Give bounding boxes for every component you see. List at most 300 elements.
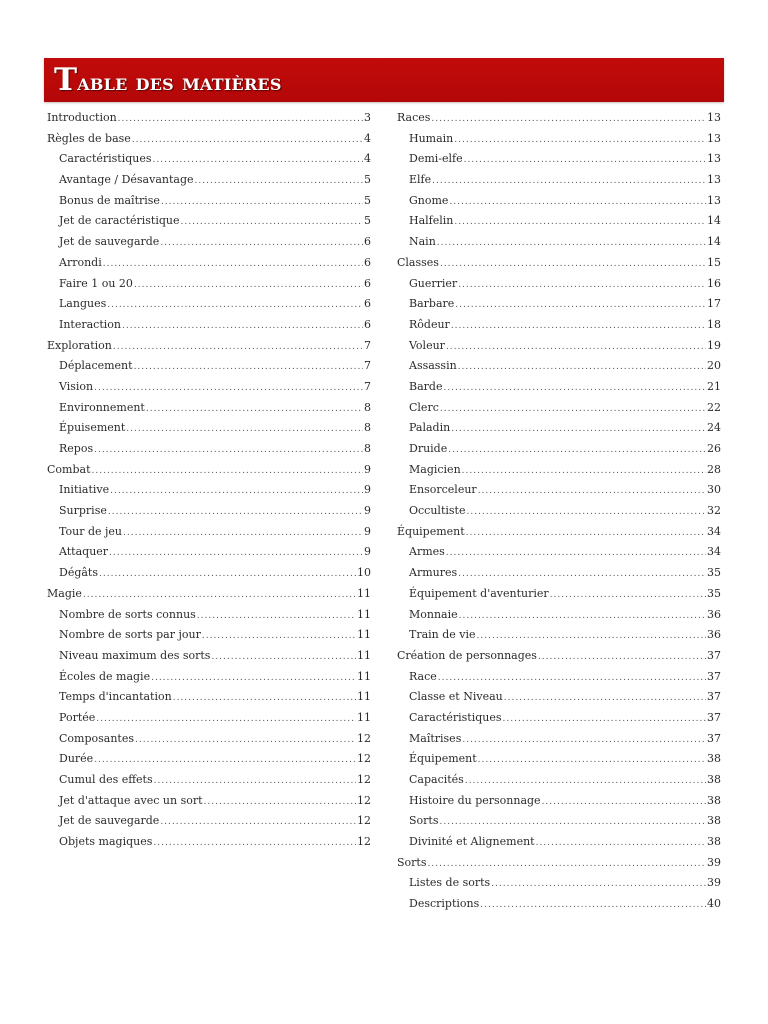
toc-entry-label: Magie	[47, 586, 82, 600]
toc-entry-page-number: 12	[357, 731, 371, 745]
dot-leader	[160, 812, 356, 833]
toc-entry-label: Nombre de sorts par jour	[59, 628, 201, 642]
toc-subentry[interactable]	[397, 791, 721, 812]
toc-entry-label: Descriptions	[409, 897, 480, 911]
toc-entry-label: Équipement d'aventurier	[409, 586, 549, 600]
toc-subentry[interactable]	[47, 770, 371, 791]
toc-entry[interactable]	[47, 336, 371, 357]
toc-entry-page-number: 17	[707, 297, 721, 311]
dot-leader	[443, 378, 706, 399]
toc-entry-label: Demi-elfe	[409, 152, 463, 166]
toc-subentry[interactable]	[47, 315, 371, 336]
dot-leader	[427, 854, 706, 875]
toc-entry-page-number: 13	[707, 173, 721, 187]
dot-leader	[211, 647, 356, 668]
toc-entry-page-number: 16	[707, 276, 721, 290]
toc-entry-page-number: 4	[364, 152, 371, 166]
toc-subentry[interactable]	[47, 398, 371, 419]
toc-entry-label: Jet de sauvegarde	[59, 814, 160, 828]
toc-subentry[interactable]	[397, 232, 721, 253]
dot-leader	[448, 440, 706, 461]
toc-entry-label: Armures	[409, 566, 458, 580]
dot-leader	[538, 647, 706, 668]
toc-entry-label: Arrondi	[59, 255, 102, 269]
dot-leader	[94, 440, 363, 461]
toc-entry-page-number: 13	[707, 131, 721, 145]
toc-subentry[interactable]	[47, 646, 371, 667]
toc-subentry[interactable]	[47, 687, 371, 708]
dot-leader	[550, 585, 706, 606]
toc-entry-page-number: 28	[707, 462, 721, 476]
toc-entry-label: Capacités	[409, 773, 464, 786]
dot-leader	[480, 895, 706, 916]
toc-entry-page-number: 12	[357, 793, 371, 807]
toc-entry-page-number: 34	[707, 545, 721, 559]
dot-leader	[440, 254, 706, 275]
toc-entry-page-number: 37	[707, 690, 721, 704]
toc-entry-label: Listes de sorts	[409, 876, 491, 890]
toc-entry-label: Ensorceleur	[409, 483, 477, 497]
toc-entry-label: Magicien	[409, 462, 461, 476]
toc-entry-label: Cumul des effets	[59, 773, 153, 786]
toc-subentry[interactable]	[47, 625, 371, 646]
toc-entry-page-number: 9	[364, 545, 371, 559]
toc-subentry[interactable]	[47, 418, 371, 439]
toc-entry-label: Armes	[409, 545, 445, 559]
dot-leader	[466, 502, 706, 523]
toc-entry-page-number: 36	[707, 628, 721, 642]
toc-subentry[interactable]	[397, 129, 721, 150]
toc-entry-label: Maîtrises	[409, 731, 462, 745]
toc-entry-page-number: 37	[707, 669, 721, 683]
toc-column-left	[47, 108, 371, 853]
toc-entry-page-number: 5	[364, 173, 371, 187]
dot-leader	[454, 212, 706, 233]
toc-entry-label: Exploration	[47, 338, 112, 352]
toc-entry-label: Jet de sauvegarde	[59, 235, 160, 249]
toc-subentry[interactable]	[397, 625, 721, 646]
toc-entry-page-number: 6	[364, 297, 371, 311]
toc-subentry[interactable]	[397, 418, 721, 439]
toc-entry-label: Écoles de magie	[59, 669, 151, 683]
dot-leader	[109, 543, 363, 564]
dot-leader	[173, 688, 356, 709]
toc-entry-label: Surprise	[59, 504, 107, 518]
dot-leader	[449, 192, 706, 213]
toc-subentry[interactable]	[47, 211, 371, 232]
dot-leader	[466, 523, 706, 544]
toc-subentry[interactable]	[47, 605, 371, 626]
dot-leader	[153, 833, 356, 854]
toc-entry-page-number: 15	[707, 255, 721, 269]
toc-subentry[interactable]	[397, 377, 721, 398]
dot-leader	[123, 523, 363, 544]
toc-entry-label: Avantage / Désavantage	[59, 173, 194, 187]
toc-entry[interactable]	[47, 108, 371, 129]
dot-leader	[464, 150, 706, 171]
toc-entry-label: Temps d'incantation	[59, 690, 172, 704]
toc-subentry[interactable]	[397, 460, 721, 481]
toc-entry-page-number: 9	[364, 524, 371, 538]
toc-subentry[interactable]	[397, 274, 721, 295]
toc-entry-page-number: 12	[357, 835, 371, 849]
toc-subentry[interactable]	[47, 480, 371, 501]
toc-entry-label: Classes	[397, 255, 439, 269]
toc-entry-label: Environnement	[59, 400, 145, 414]
toc-entry-page-number: 10	[357, 566, 371, 580]
dot-leader	[439, 812, 706, 833]
dot-leader	[431, 109, 706, 130]
toc-entry-label: Équipement	[409, 752, 477, 766]
toc-entry-page-number: 12	[357, 752, 371, 766]
dot-leader	[542, 792, 706, 813]
dot-leader	[107, 295, 363, 316]
toc-entry-label: Sorts	[409, 814, 439, 828]
toc-entry-label: Équipement	[397, 524, 465, 538]
toc-entry-page-number: 13	[707, 152, 721, 166]
toc-subentry[interactable]	[47, 170, 371, 191]
toc-entry-page-number: 11	[357, 710, 371, 724]
toc-subentry[interactable]	[397, 749, 721, 770]
dot-leader	[478, 750, 706, 771]
dot-leader	[437, 233, 706, 254]
toc-entry-page-number: 30	[707, 483, 721, 497]
toc-entry-page-number: 20	[707, 359, 721, 373]
toc-entry-page-number: 37	[707, 648, 721, 662]
toc-entry-page-number: 6	[364, 276, 371, 290]
dot-leader	[432, 171, 706, 192]
toc-subentry[interactable]	[47, 274, 371, 295]
toc-entry-label: Guerrier	[409, 276, 458, 290]
dot-leader	[195, 171, 363, 192]
dot-leader	[446, 543, 706, 564]
toc-entry-label: Jet de caractéristique	[59, 214, 180, 228]
toc-entry-page-number: 34	[707, 524, 721, 538]
toc-entry-label: Tour de jeu	[59, 524, 122, 538]
toc-subentry[interactable]	[47, 522, 371, 543]
toc-subentry[interactable]	[47, 811, 371, 832]
toc-entry-label: Introduction	[47, 111, 117, 124]
toc-subentry[interactable]	[397, 542, 721, 563]
toc-entry-label: Train de vie	[409, 628, 476, 642]
toc-entry-label: Halfelin	[409, 214, 454, 228]
toc-entry-page-number: 3	[364, 111, 371, 124]
dot-leader	[99, 564, 356, 585]
toc-subentry[interactable]	[47, 377, 371, 398]
toc-entry-label: Race	[409, 669, 437, 683]
toc-entry-label: Dégâts	[59, 566, 98, 580]
toc-entry-page-number: 13	[707, 111, 721, 124]
toc-subentry[interactable]	[47, 439, 371, 460]
toc-entry-label: Occultiste	[409, 504, 466, 518]
toc-subentry[interactable]	[397, 170, 721, 191]
toc-entry-label: Repos	[59, 442, 94, 455]
toc-entry-label: Assassin	[409, 359, 457, 373]
toc-entry-label: Combat	[47, 462, 91, 476]
toc-subentry[interactable]	[397, 873, 721, 894]
toc-subentry[interactable]	[47, 294, 371, 315]
dot-leader	[161, 192, 363, 213]
toc-subentry[interactable]	[397, 356, 721, 377]
toc-subentry[interactable]	[397, 294, 721, 315]
toc-subentry[interactable]	[397, 501, 721, 522]
dot-leader	[465, 771, 706, 792]
toc-entry-label: Jet d'attaque avec un sort	[59, 793, 203, 807]
toc-subentry[interactable]	[397, 336, 721, 357]
toc-subentry[interactable]	[397, 811, 721, 832]
toc-entry-label: Classe et Niveau	[409, 690, 503, 704]
toc-entry-label: Clerc	[409, 400, 439, 414]
toc-subentry[interactable]	[397, 687, 721, 708]
dot-leader	[118, 109, 363, 130]
dot-leader	[451, 316, 706, 337]
toc-entry-page-number: 22	[707, 400, 721, 414]
toc-subentry[interactable]	[397, 832, 721, 853]
toc-subentry[interactable]	[397, 605, 721, 626]
dot-leader	[94, 750, 356, 771]
dot-leader	[478, 481, 706, 502]
toc-entry-page-number: 5	[364, 193, 371, 207]
toc-subentry[interactable]	[47, 253, 371, 274]
toc-entry[interactable]	[397, 853, 721, 874]
toc-subentry[interactable]	[47, 501, 371, 522]
dot-leader	[113, 337, 363, 358]
toc-entry-page-number: 18	[707, 317, 721, 331]
toc-entry-page-number: 35	[707, 566, 721, 580]
dot-leader	[146, 399, 363, 420]
toc-subentry[interactable]	[47, 791, 371, 812]
toc-entry-page-number: 11	[357, 607, 371, 621]
dot-leader	[134, 275, 363, 296]
toc-entry-label: Épuisement	[59, 421, 126, 435]
toc-entry-label: Paladin	[409, 421, 451, 435]
toc-entry-page-number: 11	[357, 628, 371, 642]
toc-entry-label: Langues	[59, 297, 107, 311]
dot-leader	[504, 688, 706, 709]
toc-entry-label: Attaquer	[59, 545, 109, 559]
dot-leader	[451, 419, 706, 440]
toc-entry-label: Divinité et Alignement	[409, 835, 535, 849]
dot-leader	[204, 792, 356, 813]
dot-leader	[110, 481, 363, 502]
toc-entry[interactable]	[47, 129, 371, 150]
toc-entry-label: Gnome	[409, 193, 449, 207]
toc-subentry[interactable]	[397, 149, 721, 170]
toc-entry-page-number: 38	[707, 793, 721, 807]
toc-entry-label: Portée	[59, 710, 96, 724]
dot-leader	[462, 730, 706, 751]
toc-subentry[interactable]	[397, 439, 721, 460]
toc-entry-page-number: 14	[707, 214, 721, 228]
toc-entry-page-number: 11	[357, 586, 371, 600]
dot-leader	[477, 626, 706, 647]
toc-column-right	[397, 108, 721, 915]
toc-subentry[interactable]	[397, 708, 721, 729]
toc-entry-page-number: 38	[707, 814, 721, 828]
toc-entry-label: Druide	[409, 442, 448, 455]
toc-entry-page-number: 11	[357, 669, 371, 683]
toc-entry-page-number: 37	[707, 710, 721, 724]
toc-subentry[interactable]	[397, 563, 721, 584]
toc-subentry[interactable]	[397, 398, 721, 419]
toc-subentry[interactable]	[397, 667, 721, 688]
toc-entry-page-number: 21	[707, 379, 721, 393]
toc-entry-page-number: 32	[707, 504, 721, 518]
dot-leader	[103, 254, 363, 275]
toc-subentry[interactable]	[397, 584, 721, 605]
toc-entry-label: Règles de base	[47, 131, 131, 145]
toc-entry-page-number: 4	[364, 131, 371, 145]
toc-entry-label: Histoire du personnage	[409, 793, 541, 807]
toc-subentry[interactable]	[47, 708, 371, 729]
dot-leader	[491, 874, 706, 895]
toc-entry-label: Vision	[59, 379, 94, 393]
toc-entry-label: Nombre de sorts connus	[59, 607, 196, 621]
toc-entry-page-number: 26	[707, 442, 721, 455]
dot-leader	[92, 461, 364, 482]
toc-subentry[interactable]	[47, 542, 371, 563]
page-title-rest: able des matières	[77, 69, 282, 96]
toc-entry-page-number: 38	[707, 835, 721, 849]
toc-subentry[interactable]	[47, 832, 371, 853]
toc-entry-label: Durée	[59, 752, 94, 766]
toc-subentry[interactable]	[47, 232, 371, 253]
toc-subentry[interactable]	[397, 191, 721, 212]
dot-leader	[458, 357, 706, 378]
toc-entry-label: Sorts	[397, 855, 427, 869]
toc-entry-page-number: 8	[364, 421, 371, 435]
toc-entry-label: Création de personnages	[397, 648, 537, 662]
dot-leader	[83, 585, 356, 606]
dot-leader	[458, 564, 706, 585]
toc-entry-page-number: 11	[357, 648, 371, 662]
toc-entry-label: Races	[397, 111, 431, 124]
toc-entry-label: Déplacement	[59, 359, 133, 373]
dot-leader	[503, 709, 706, 730]
toc-subentry[interactable]	[397, 211, 721, 232]
toc-entry-page-number: 11	[357, 690, 371, 704]
toc-entry-page-number: 24	[707, 421, 721, 435]
title-banner	[44, 58, 724, 102]
toc-entry-label: Humain	[409, 131, 454, 145]
toc-entry-page-number: 36	[707, 607, 721, 621]
dot-leader	[462, 461, 706, 482]
toc-subentry[interactable]	[397, 770, 721, 791]
dot-leader	[202, 626, 356, 647]
toc-entry-label: Rôdeur	[409, 317, 450, 331]
toc-entry-label: Voleur	[409, 338, 445, 352]
toc-entry-page-number: 39	[707, 876, 721, 890]
dot-leader	[96, 709, 356, 730]
toc-entry-label: Composantes	[59, 731, 134, 745]
dot-leader	[536, 833, 706, 854]
dot-leader	[446, 337, 706, 358]
dot-leader	[153, 150, 363, 171]
toc-entry-page-number: 5	[364, 214, 371, 228]
toc-entry[interactable]	[397, 646, 721, 667]
toc-subentry[interactable]	[47, 563, 371, 584]
toc-subentry[interactable]	[397, 729, 721, 750]
toc-subentry[interactable]	[47, 729, 371, 750]
dot-leader	[438, 668, 706, 689]
toc-entry-label: Objets magiques	[59, 835, 153, 849]
dot-leader	[197, 606, 356, 627]
toc-entry-page-number: 38	[707, 752, 721, 766]
toc-entry-label: Bonus de maîtrise	[59, 193, 160, 207]
toc-entry-label: Niveau maximum des sorts	[59, 648, 211, 662]
toc-entry-page-number: 6	[364, 235, 371, 249]
toc-entry-page-number: 6	[364, 317, 371, 331]
dot-leader	[134, 357, 363, 378]
toc-entry-page-number: 37	[707, 731, 721, 745]
toc-entry-page-number: 9	[364, 483, 371, 497]
toc-entry-page-number: 8	[364, 400, 371, 414]
toc-subentry[interactable]	[397, 894, 721, 915]
toc-entry-label: Nain	[409, 235, 436, 249]
toc-subentry[interactable]	[397, 480, 721, 501]
dot-leader	[154, 771, 356, 792]
toc-subentry[interactable]	[47, 356, 371, 377]
toc-entry-page-number: 9	[364, 504, 371, 518]
toc-entry-label: Faire 1 ou 20	[59, 276, 133, 290]
dot-leader	[458, 275, 706, 296]
dot-leader	[151, 668, 356, 689]
toc-entry-label: Caractéristiques	[59, 152, 152, 166]
toc-entry-page-number: 7	[364, 338, 371, 352]
toc-entry-page-number: 12	[357, 814, 371, 828]
dot-leader	[160, 233, 363, 254]
toc-entry-label: Interaction	[59, 317, 121, 331]
toc-entry-label: Initiative	[59, 483, 110, 497]
toc-entry-label: Barde	[409, 379, 443, 393]
toc-entry-page-number: 13	[707, 193, 721, 207]
toc-entry-page-number: 14	[707, 235, 721, 249]
toc-entry-page-number: 6	[364, 255, 371, 269]
toc-entry-page-number: 39	[707, 855, 721, 869]
toc-subentry[interactable]	[47, 149, 371, 170]
toc-entry-page-number: 7	[364, 359, 371, 373]
dot-leader	[440, 399, 706, 420]
page-title	[54, 62, 282, 98]
toc-entry-page-number: 8	[364, 442, 371, 455]
toc-entry[interactable]	[47, 584, 371, 605]
toc-entry-page-number: 35	[707, 586, 721, 600]
toc-entry[interactable]	[397, 253, 721, 274]
dot-leader	[108, 502, 363, 523]
toc-entry-label: Caractéristiques	[409, 710, 502, 724]
page-title-initial: T	[54, 62, 78, 98]
toc-entry[interactable]	[47, 460, 371, 481]
dot-leader	[135, 730, 356, 751]
dot-leader	[122, 316, 363, 337]
toc-subentry[interactable]	[47, 749, 371, 770]
dot-leader	[459, 606, 706, 627]
toc-subentry[interactable]	[397, 315, 721, 336]
toc-entry-page-number: 7	[364, 379, 371, 393]
dot-leader	[126, 419, 363, 440]
toc-entry[interactable]	[397, 522, 721, 543]
dot-leader	[181, 212, 363, 233]
toc-entry-label: Elfe	[409, 173, 432, 187]
toc-entry[interactable]	[397, 108, 721, 129]
toc-entry-page-number: 12	[357, 773, 371, 786]
dot-leader	[455, 295, 706, 316]
toc-subentry[interactable]	[47, 667, 371, 688]
toc-entry-page-number: 19	[707, 338, 721, 352]
toc-entry-label: Monnaie	[409, 607, 458, 621]
toc-entry-page-number: 38	[707, 773, 721, 786]
toc-subentry[interactable]	[47, 191, 371, 212]
